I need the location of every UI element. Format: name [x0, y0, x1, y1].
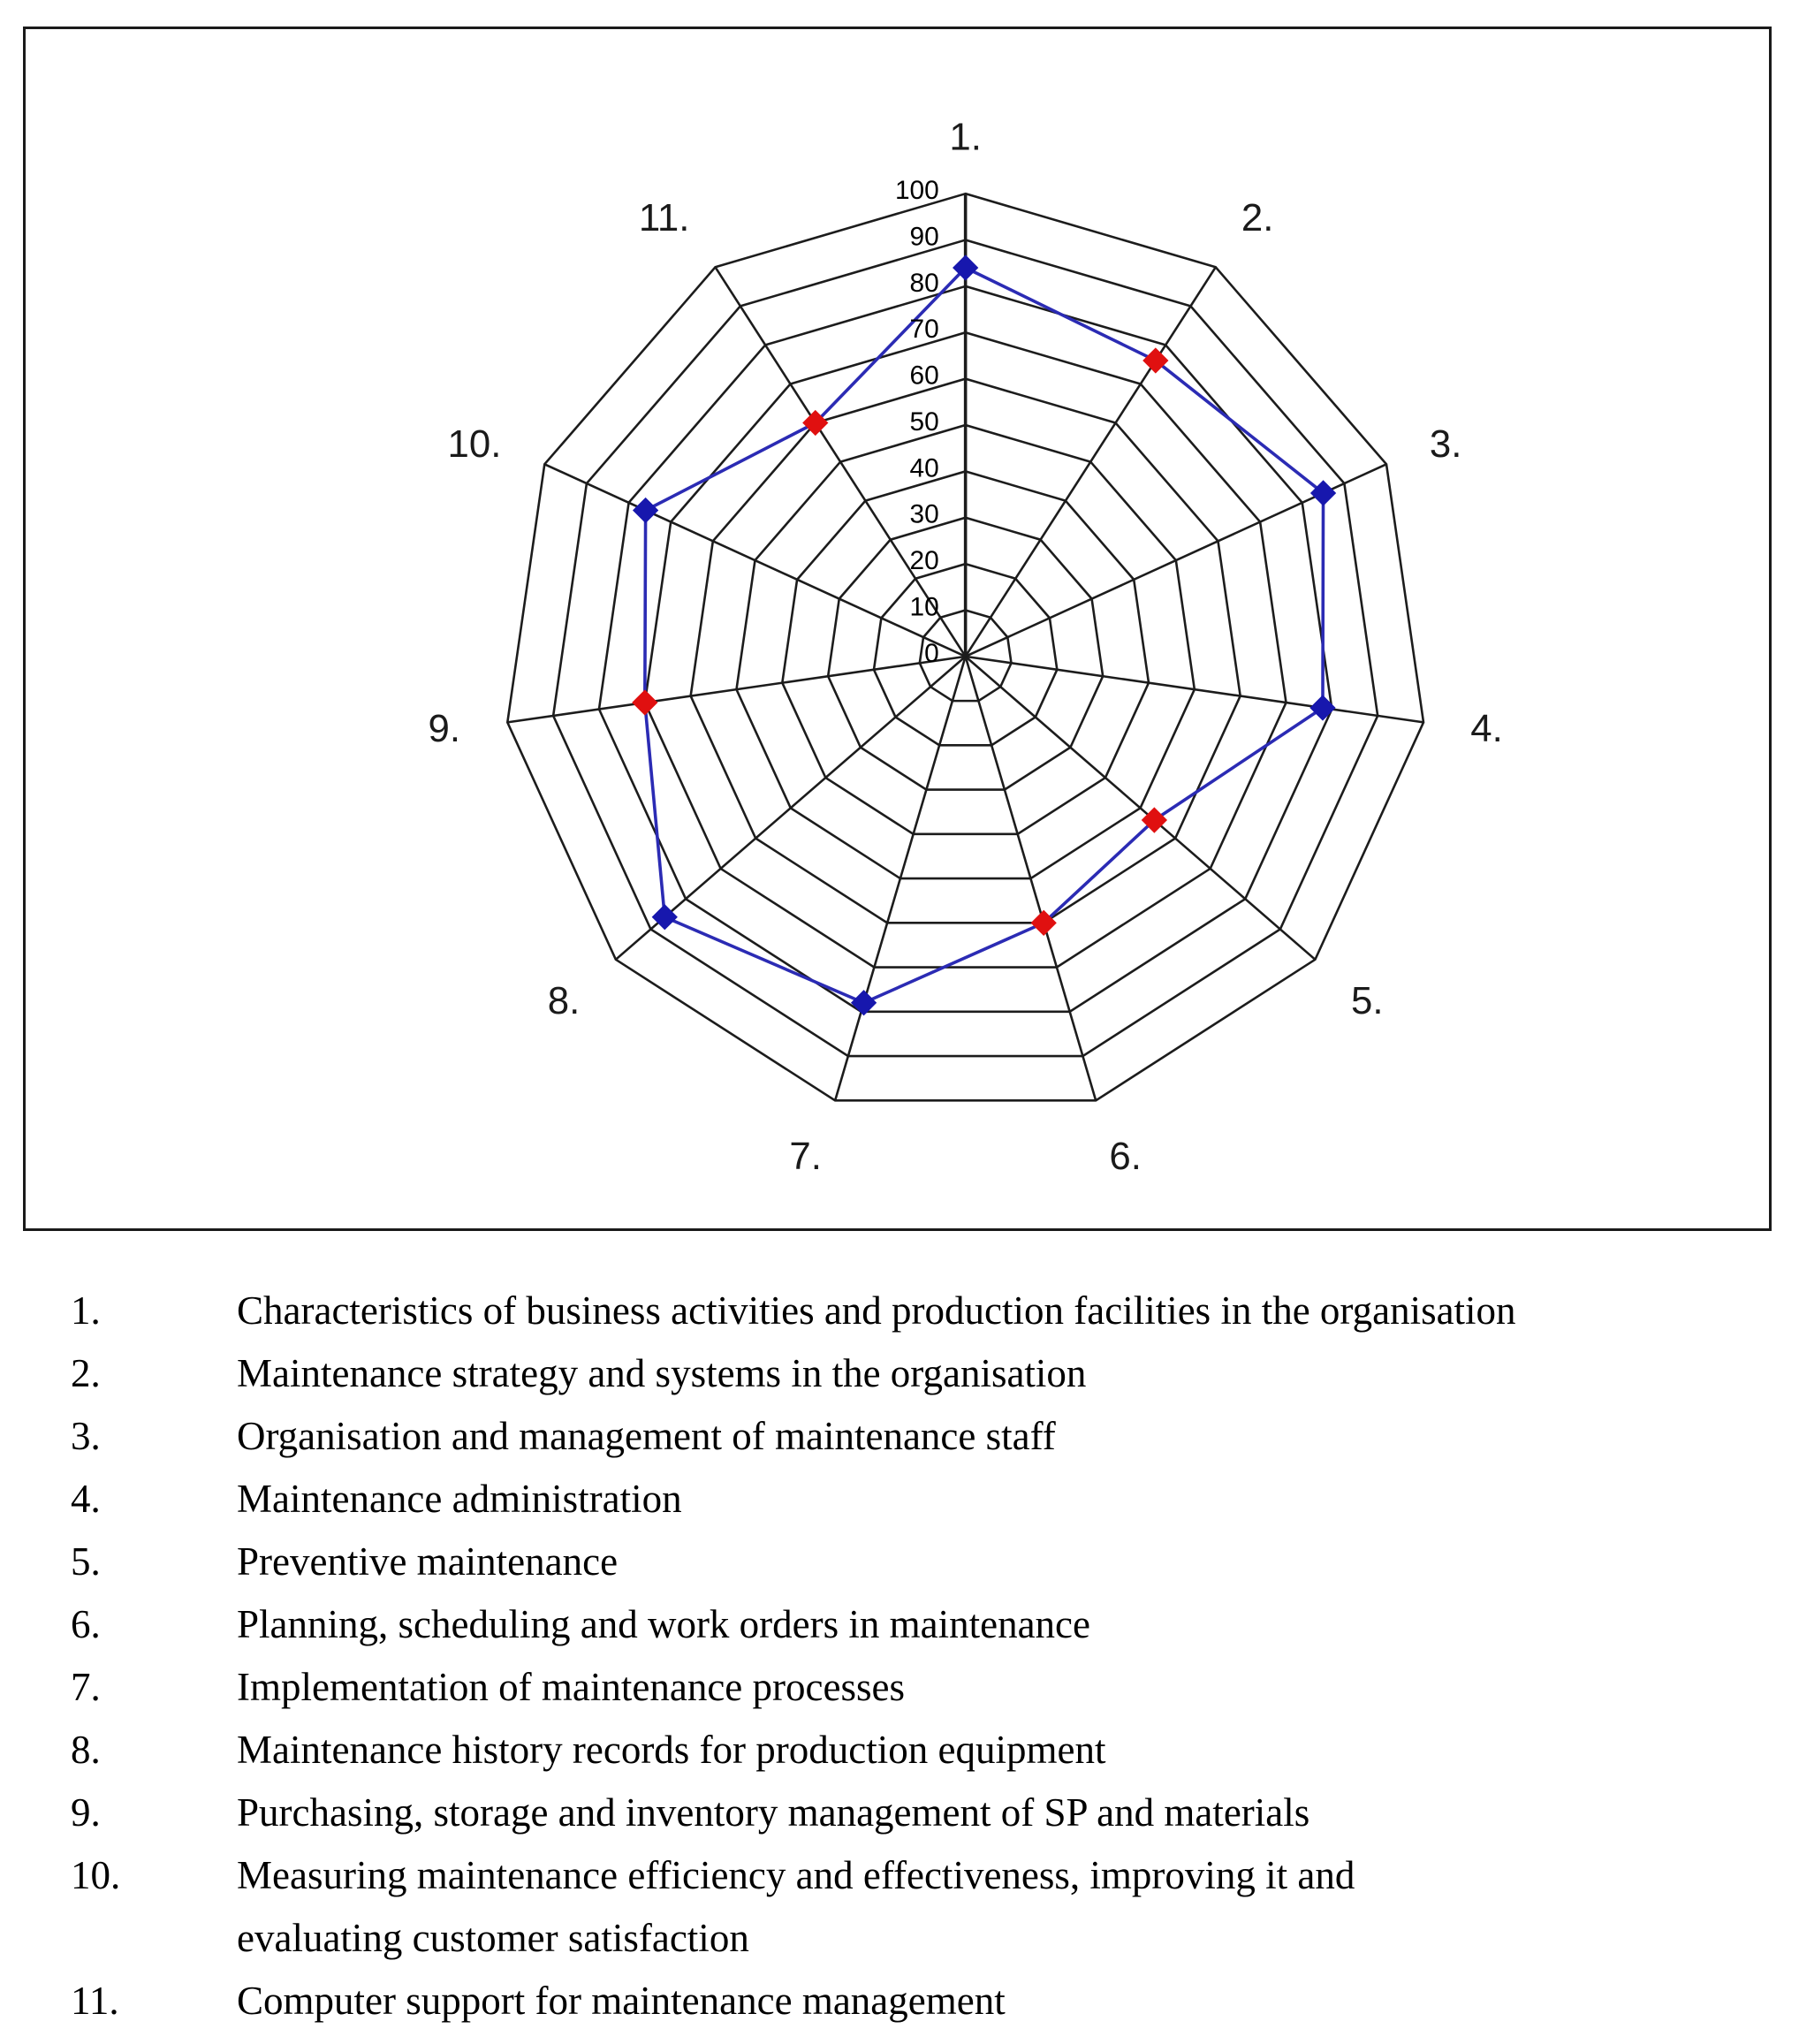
legend-item	[0, 1405, 1799, 1468]
legend-item-number: 10.	[71, 1853, 121, 1897]
radial-tick-label: 40	[909, 453, 939, 483]
axis-category-label: 3.	[1429, 422, 1462, 466]
axis-category-label: 6.	[1109, 1134, 1142, 1178]
radial-tick-label: 80	[909, 268, 939, 298]
legend-item-number: 11.	[71, 1979, 119, 2023]
legend-item-line: Maintenance history records for production equipment	[237, 1728, 1106, 1772]
legend-item-text	[237, 1656, 1799, 1719]
legend-item-number: 9.	[71, 1790, 101, 1835]
legend-item-text	[237, 1531, 1799, 1593]
data-point-marker	[633, 690, 657, 715]
radial-tick-label: 60	[909, 361, 939, 391]
axis-category-label: 5.	[1351, 978, 1384, 1022]
legend-item	[0, 1531, 1799, 1593]
legend-item-text	[237, 1280, 1799, 1342]
legend-item-line: Measuring maintenance efficiency and effectiveness, improving it and	[237, 1853, 1355, 1897]
legend-item-text	[237, 1844, 1799, 1970]
radial-tick-label: 50	[909, 407, 939, 437]
legend-item	[0, 1782, 1799, 1844]
legend-item-number: 2.	[71, 1351, 101, 1395]
legend-item-line: Computer support for maintenance management	[237, 1979, 1006, 2023]
legend-item-number: 1.	[71, 1288, 101, 1333]
legend-item-text	[237, 1342, 1799, 1405]
axis-category-label: 1.	[949, 115, 982, 159]
legend-item	[0, 1342, 1799, 1405]
legend-item-line: evaluating customer satisfaction	[237, 1916, 749, 1960]
radial-tick-label: 20	[909, 546, 939, 576]
axis-category-label: 7.	[789, 1134, 822, 1178]
radar-chart	[26, 29, 1769, 1228]
axis-category-label: 2.	[1241, 196, 1274, 240]
radial-tick-label: 10	[909, 592, 939, 622]
data-point-marker	[634, 498, 658, 523]
axis-category-label: 9.	[428, 706, 461, 750]
legend-item-text	[237, 1719, 1799, 1782]
legend-item-number: 8.	[71, 1728, 101, 1772]
legend-item-text	[237, 1593, 1799, 1656]
legend-item-number: 4.	[71, 1477, 101, 1521]
legend-item	[0, 1970, 1799, 2033]
legend-item-text	[237, 1468, 1799, 1531]
axis-category-label: 4.	[1470, 706, 1503, 750]
legend-item-text	[237, 1782, 1799, 1844]
axis-legend-list	[0, 1280, 1799, 2033]
legend-item	[0, 1719, 1799, 1782]
axis-category-label: 11.	[638, 196, 690, 240]
legend-item-line: Organisation and management of maintenance staff	[237, 1414, 1056, 1458]
radar-axis	[966, 657, 1423, 723]
legend-item-line: Implementation of maintenance processes	[237, 1665, 905, 1709]
legend-item-line: Maintenance administration	[237, 1477, 682, 1521]
legend-item-number: 3.	[71, 1414, 101, 1458]
legend-item-line: Preventive maintenance	[237, 1539, 619, 1584]
radar-chart-frame	[23, 27, 1772, 1231]
data-series-line	[645, 268, 1324, 1003]
legend-item-text	[237, 1405, 1799, 1468]
legend-item	[0, 1280, 1799, 1342]
radial-tick-label: 70	[909, 315, 939, 345]
radial-tick-label: 30	[909, 499, 939, 529]
legend-item-line: Planning, scheduling and work orders in maintenance	[237, 1602, 1091, 1646]
axis-category-label: 8.	[547, 978, 581, 1022]
radial-tick-label: 0	[924, 638, 939, 668]
axis-category-label: 10.	[447, 422, 502, 466]
radial-tick-label: 90	[909, 222, 939, 252]
legend-item-number: 7.	[71, 1665, 101, 1709]
legend-item-text	[237, 1970, 1799, 2033]
legend-item-line: Characteristics of business activities and production facilities in the organisation	[237, 1288, 1516, 1333]
radial-tick-label: 100	[894, 176, 939, 206]
radar-axis	[507, 657, 965, 723]
legend-item	[0, 1468, 1799, 1531]
legend-item	[0, 1593, 1799, 1656]
legend-item	[0, 1844, 1799, 1970]
legend-item-line: Purchasing, storage and inventory management of SP and materials	[237, 1790, 1310, 1835]
legend-item	[0, 1656, 1799, 1719]
legend-item-number: 5.	[71, 1539, 101, 1584]
legend-item-line: Maintenance strategy and systems in the organisation	[237, 1351, 1087, 1395]
legend-item-number: 6.	[71, 1602, 101, 1646]
